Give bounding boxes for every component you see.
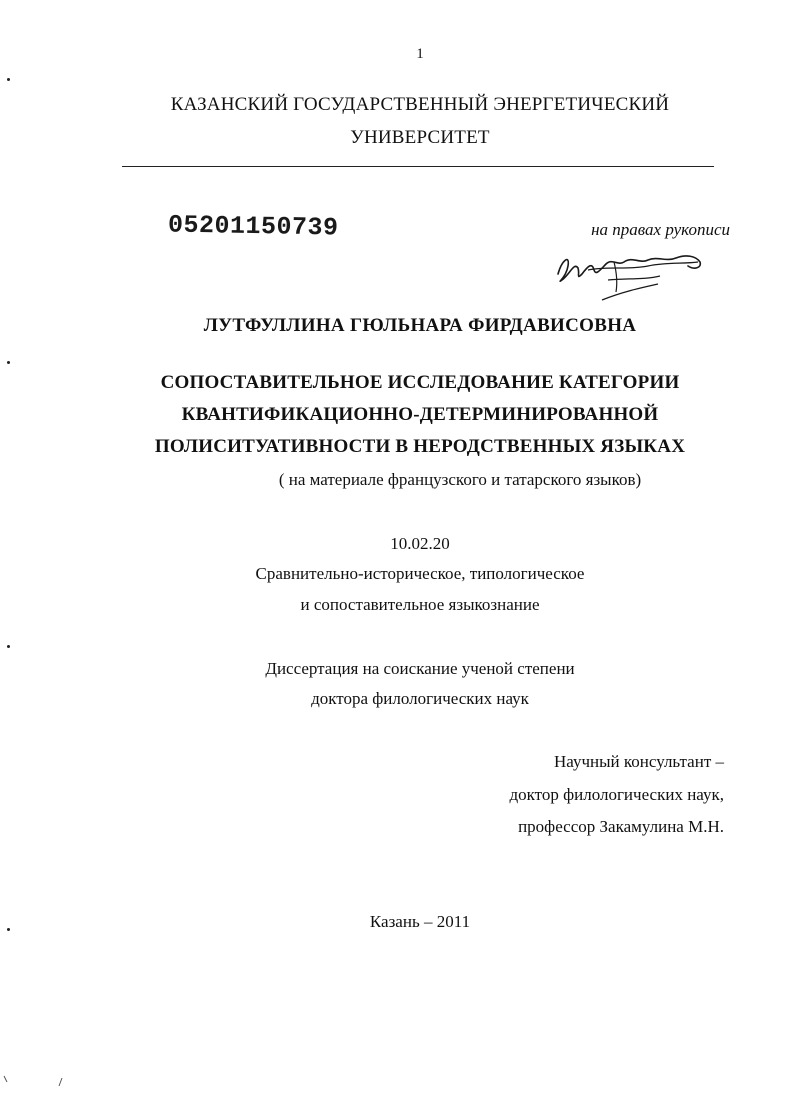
binding-hole-mark — [7, 645, 10, 648]
consultant-line-1: Научный консультант – — [554, 752, 724, 771]
city-year: Казань – 2011 — [369, 912, 471, 931]
university-name-line2: УНИВЕРСИТЕТ — [350, 127, 490, 148]
specialty-line-1: Сравнительно-историческое, типологическое — [255, 564, 585, 583]
specialty-line-2: и сопоставительное языкознание — [300, 595, 540, 614]
page-number: 1 — [416, 46, 424, 62]
consultant-line-3: профессор Закамулина М.Н. — [518, 817, 724, 836]
dissertation-line-1: Диссертация на соискание ученой степени — [265, 659, 575, 678]
author-name: ЛУТФУЛЛИНА ГЮЛЬНАРА ФИРДАВИСОВНА — [203, 315, 637, 336]
header-divider — [122, 166, 714, 167]
specialty-code: 10.02.20 — [390, 534, 450, 553]
consultant-line-2: доктор филологических наук, — [509, 785, 724, 804]
binding-hole-mark — [7, 928, 10, 931]
university-name-line1: КАЗАНСКИЙ ГОСУДАРСТВЕННЫЙ ЭНЕРГЕТИЧЕСКИЙ — [170, 94, 670, 115]
subtitle: ( на материале французского и татарского языков) — [278, 470, 642, 489]
title-line-1: СОПОСТАВИТЕЛЬНОЕ ИССЛЕДОВАНИЕ КАТЕГОРИИ — [160, 372, 680, 393]
scan-specks — [2, 1074, 72, 1088]
binding-hole-mark — [7, 361, 10, 364]
handwritten-signature — [548, 240, 713, 308]
dissertation-line-2: доктора филологических наук — [311, 689, 529, 708]
registration-number-stamp: 05201150739 — [167, 210, 339, 243]
title-line-2: КВАНТИФИКАЦИОННО-ДЕТЕРМИНИРОВАННОЙ — [181, 404, 659, 425]
manuscript-rights-label: на правах рукописи — [591, 220, 730, 239]
title-line-3: ПОЛИСИТУАТИВНОСТИ В НЕРОДСТВЕННЫХ ЯЗЫКАХ — [154, 436, 686, 457]
binding-hole-mark — [7, 78, 10, 81]
